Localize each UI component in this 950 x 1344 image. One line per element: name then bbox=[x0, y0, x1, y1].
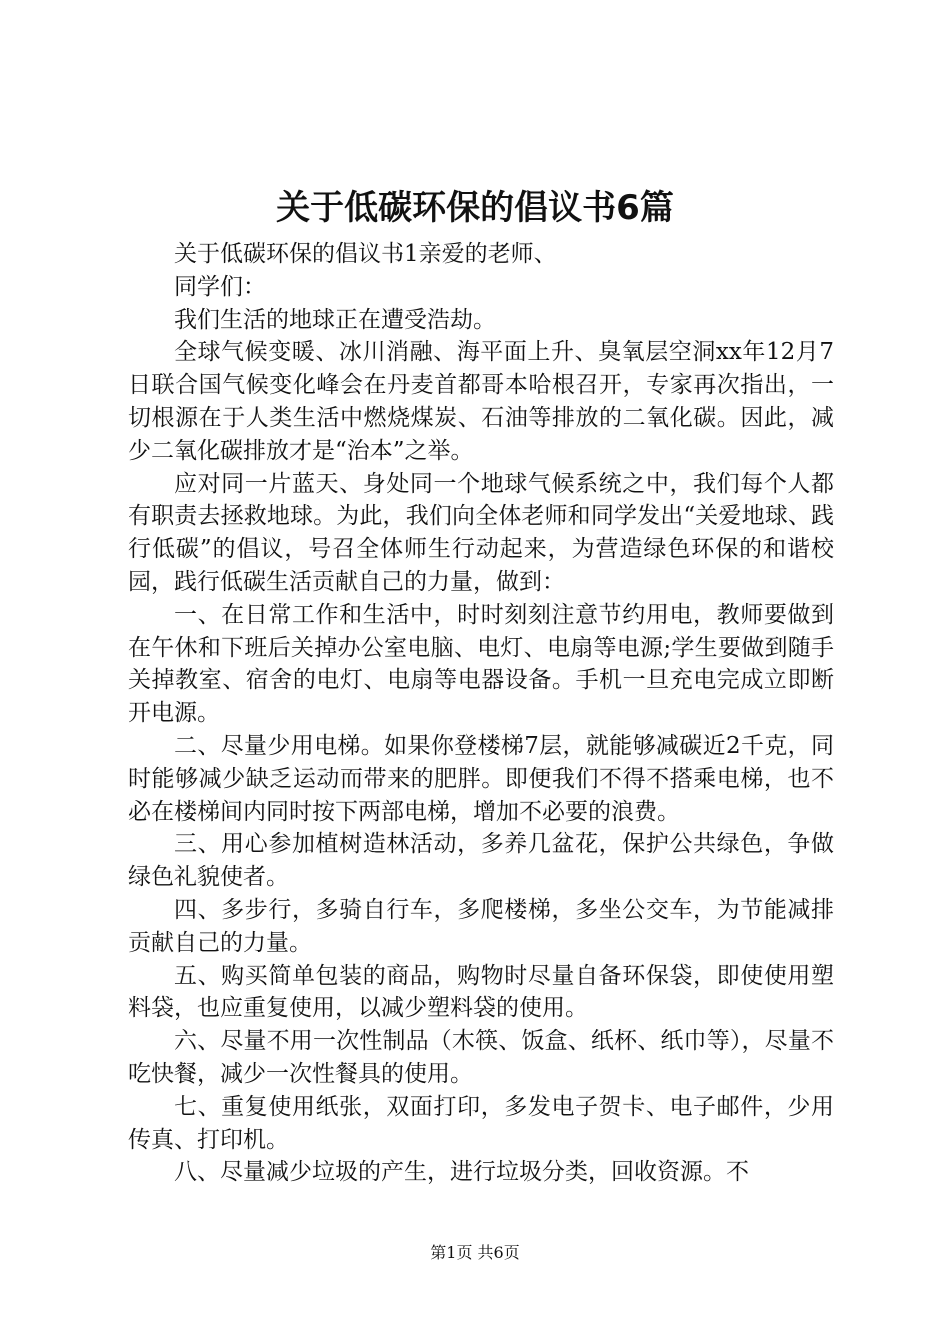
paragraph: 六、尽量不用一次性制品（木筷、饭盒、纸杯、纸巾等），尽量不吃快餐，减少一次性餐具的使用。 bbox=[128, 1028, 834, 1087]
paragraph: 三、用心参加植树造林活动，多养几盆花，保护公共绿色，争做绿色礼貌使者。 bbox=[128, 831, 834, 891]
document-body bbox=[128, 238, 834, 1189]
paragraph: 全球气候变暖、冰川消融、海平面上升、臭氧层空洞xx年12月7日联合国气候变化峰会在丹麦首都哥本哈根召开，专家再次指出，一切根源在于人类生活中燃烧煤炭、石油等排放的二氧化碳。因此，减少二氧化碳排放才是“治本”之举。 bbox=[128, 339, 834, 464]
paragraph: 四、多步行，多骑自行车，多爬楼梯，多坐公交车，为节能减排贡献自己的力量。 bbox=[128, 896, 834, 956]
paragraph: 我们生活的地球正在遭受浩劫。 bbox=[174, 306, 496, 333]
document-title: 关于低碳环保的倡议书6篇 bbox=[276, 188, 674, 228]
paragraph: 同学们： bbox=[174, 273, 266, 300]
paragraph: 八、尽量减少垃圾的产生，进行垃圾分类，回收资源。不 bbox=[174, 1159, 749, 1186]
paragraph: 应对同一片蓝天、身处同一个地球气候系统之中，我们每个人都有职责去拯救地球。为此，我们向全体老师和同学发出“关爱地球、践行低碳”的倡议，号召全体师生行动起来，为营造绿色环保的和谐校园，践行低碳生活贡献自己的力量，做到： bbox=[128, 470, 834, 595]
page-number-footer: 第1页 共6页 bbox=[430, 1243, 520, 1262]
paragraph: 一、在日常工作和生活中，时时刻刻注意节约用电，教师要做到在午休和下班后关掉办公室电脑、电灯、电扇等电源;学生要做到随手关掉教室、宿舍的电灯、电扇等电器设备。手机一旦充电完成立即断开电源。 bbox=[128, 601, 834, 727]
paragraph: 关于低碳环保的倡议书1亲爱的老师、 bbox=[174, 241, 557, 267]
paragraph: 五、购买简单包装的商品，购物时尽量自备环保袋，即使使用塑料袋，也应重复使用，以减少塑料袋的使用。 bbox=[128, 962, 834, 1022]
paragraph: 七、重复使用纸张，双面打印，多发电子贺卡、电子邮件，少用传真、打印机。 bbox=[128, 1093, 834, 1153]
paragraph: 二、尽量少用电梯。如果你登楼梯7层，就能够减碳近2千克，同时能够减少缺乏运动而带来的肥胖。即便我们不得不搭乘电梯，也不必在楼梯间内同时按下两部电梯，增加不必要的浪费。 bbox=[128, 732, 834, 825]
